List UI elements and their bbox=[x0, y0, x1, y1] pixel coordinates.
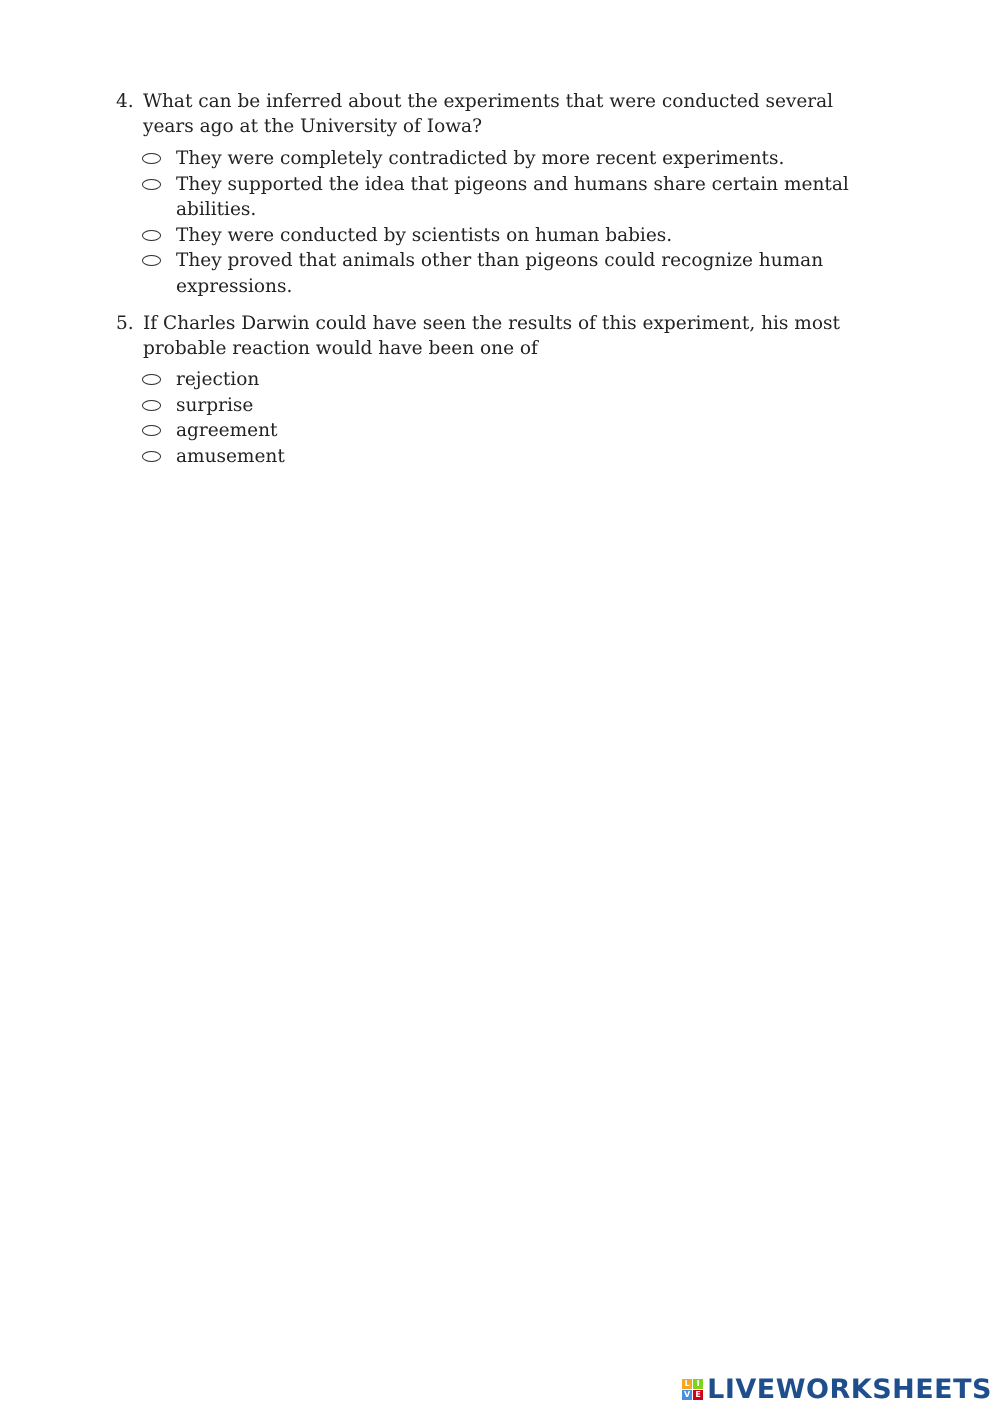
radio-button[interactable] bbox=[142, 179, 161, 190]
option-label: surprise bbox=[176, 394, 254, 416]
logo-grid-icon bbox=[682, 1379, 703, 1400]
option-d[interactable] bbox=[142, 248, 856, 299]
option-label: agreement bbox=[176, 420, 278, 441]
option-c[interactable] bbox=[142, 223, 856, 249]
option-c[interactable] bbox=[142, 418, 856, 444]
option-label: They supported the idea that pigeons and humans share certain mental abilities. bbox=[176, 173, 849, 220]
question-4-header bbox=[116, 89, 856, 139]
radio-button[interactable] bbox=[142, 374, 161, 385]
logo-cell: L bbox=[682, 1379, 692, 1389]
logo-cell: I bbox=[693, 1379, 703, 1389]
radio-button[interactable] bbox=[142, 451, 161, 462]
option-a[interactable] bbox=[142, 367, 856, 393]
option-label: They were completely contradicted by more recent experiments. bbox=[176, 148, 785, 169]
option-label: They proved that animals other than pigeons could recognize human expressions. bbox=[176, 250, 824, 297]
radio-button[interactable] bbox=[142, 425, 161, 436]
question-4-options bbox=[116, 146, 856, 299]
question-number: 4. bbox=[116, 91, 134, 112]
logo-cell: V bbox=[684, 1390, 691, 1399]
radio-button[interactable] bbox=[142, 255, 161, 266]
option-label: amusement bbox=[176, 445, 285, 467]
option-a[interactable] bbox=[142, 146, 856, 172]
logo-text: LIVEWORKSHEETS bbox=[707, 1374, 992, 1405]
question-text: If Charles Darwin could have seen the results of this experiment, his most probable reaction would have been one of bbox=[143, 313, 840, 359]
logo-cell: E bbox=[693, 1390, 703, 1400]
question-number: 5. bbox=[116, 313, 134, 334]
option-label: They were conducted by scientists on human babies. bbox=[176, 224, 673, 246]
option-b[interactable] bbox=[142, 393, 856, 419]
question-5-header bbox=[116, 311, 856, 361]
question-4 bbox=[116, 89, 856, 299]
question-5-options bbox=[116, 367, 856, 469]
liveworksheets-logo bbox=[682, 1374, 992, 1405]
question-5 bbox=[116, 311, 856, 469]
radio-button[interactable] bbox=[142, 230, 161, 241]
radio-button[interactable] bbox=[142, 400, 161, 411]
radio-button[interactable] bbox=[142, 153, 161, 164]
option-b[interactable] bbox=[142, 172, 856, 223]
question-text: What can be inferred about the experiments that were conducted several years ago at the University of Iowa? bbox=[143, 91, 834, 137]
option-label: rejection bbox=[176, 369, 260, 390]
option-d[interactable] bbox=[142, 444, 856, 470]
